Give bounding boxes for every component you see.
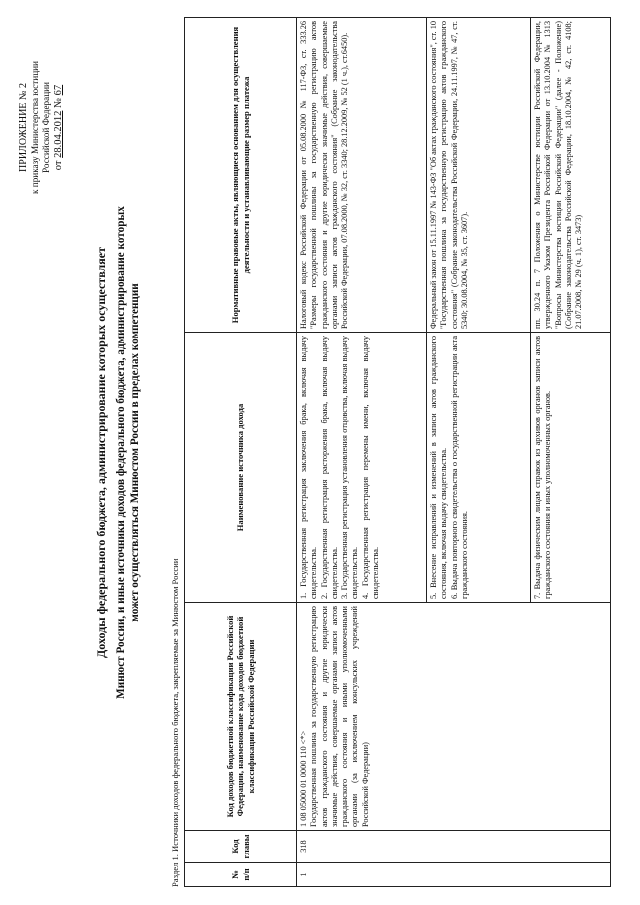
order-number: 67 (52, 84, 64, 96)
source-item: 3. Государственная регистрация установления отцовства, включая выдачу свидетельства. (340, 336, 360, 599)
source-item: 7. Выдача физическим лицам справок из архивов органов записи актов гражданского состояния и иных уполномоченных органов. (533, 336, 553, 599)
revenue-code: 1 08 05000 01 0000 110 <*> (299, 730, 308, 827)
document-title: Доходы федерального бюджета, администрирование которых осуществляет (94, 247, 108, 658)
header-code: Код доходов бюджетной классификации Российской Федерации, наименование кода доходов бюджетной классификации Российской Федерации (185, 603, 297, 831)
revenue-code-description: Государственная пошлина за государственную регистрацию актов гражданского состояния и другие юридически значимые действия, совершаемые органами записи актов гражданского состояния и иными уполномоченными органами (за исключением консульских учреждений Российской Федерации) (309, 606, 370, 827)
appendix-line-2: Российской Федерации (41, 82, 51, 173)
subtitle-line-1: Минюст России, и иные источники доходов федерального бюджета, администрирование которых (115, 206, 127, 699)
appendix-block (18, 20, 64, 235)
document-subtitle (114, 40, 142, 865)
header-acts: Нормативные правовые акты, являющиеся основанием для осуществления деятельности и устанавливающие размер платежа (185, 18, 297, 333)
cell-source-group-2 (427, 333, 531, 603)
appendix-line-1: к приказу Министерства юстиции (29, 61, 40, 194)
cell-source-group-1 (297, 333, 427, 603)
cell-code (297, 603, 611, 831)
cell-chapter: 318 (297, 831, 611, 863)
subtitle-line-2: может осуществляться Минюстом России в пределах компетенции (129, 283, 141, 622)
source-item: 1. Государственная регистрация заключения брака, включая выдачу свидетельства. (299, 336, 319, 599)
source-item: 5. Внесение исправлений и изменений в записи актов гражданского состояния, включая выдачу свидетельства. (429, 336, 449, 599)
cell-act-1: Налоговый кодекс Российской Федерации от 05.08.2000 № 117-ФЗ, ст. 333.26 "Размеры государственной пошлины за государственную регистрацию актов гражданского состояния и другие юридически значимые действия, совершаемые органами записи актов гражданского состояния" (Собрание законодательства Российской Федерации, 07.08.2000, № 32, ст. 3340; 28.12.2009, № 52 (1 ч.), ст.6450). (297, 18, 427, 333)
revenue-table (184, 17, 611, 887)
header-source: Наименование источника дохода (185, 333, 297, 603)
appendix-title: ПРИЛОЖЕНИЕ № 2 (18, 83, 29, 172)
table-row (297, 18, 427, 887)
cell-act-2: Федеральный закон от 15.11.1997 № 143-ФЗ "Об актах гражданского состояния", ст. 10 "Государственная пошлина за государственную регистрацию актов гражданского состояния" (Собрание законодательства Российской Федерации, 24.11.1997, № 47, ст. 5340; 30.08.2004, № 35, ст. 3607). (427, 18, 531, 333)
header-chapter: Код главы (185, 831, 297, 863)
appendix-date-line (53, 20, 65, 235)
source-item: 4. Государственная регистрация перемены имени, включая выдачу свидетельства. (360, 336, 381, 599)
source-item: 6. Выдача повторного свидетельства о государственной регистрации акта гражданского состояния. (449, 336, 469, 599)
cell-act-3: пп. 30.24 п. 7 Положения о Министерстве юстиции Российской Федерации, утвержденного Указом Президента Российской Федерации от 13.10.2004 № 1313 "Вопросы Министерства юстиции Российской Федерации" (далее - Положение) (Собрание законодательства Российской Федерации, 18.10.2004, № 42, ст. 4108; 21.07.2008, № 29 (ч. 1), ст. 3473) (531, 18, 611, 333)
cell-num: 1 (297, 863, 611, 887)
header-num: № п/п (185, 863, 297, 887)
section-heading: Раздел 1. Источники доходов федерального бюджета, закрепляемые за Минюстом России (170, 558, 180, 887)
source-item: 2. Государственная регистрация расторжения брака, включая выдачу свидетельства. (319, 336, 339, 599)
number-prefix: № (52, 97, 64, 108)
header-row (185, 18, 297, 887)
cell-source-group-3 (531, 333, 611, 603)
date-prefix: от (52, 160, 64, 171)
order-date: 28.04.2012 (52, 110, 64, 158)
